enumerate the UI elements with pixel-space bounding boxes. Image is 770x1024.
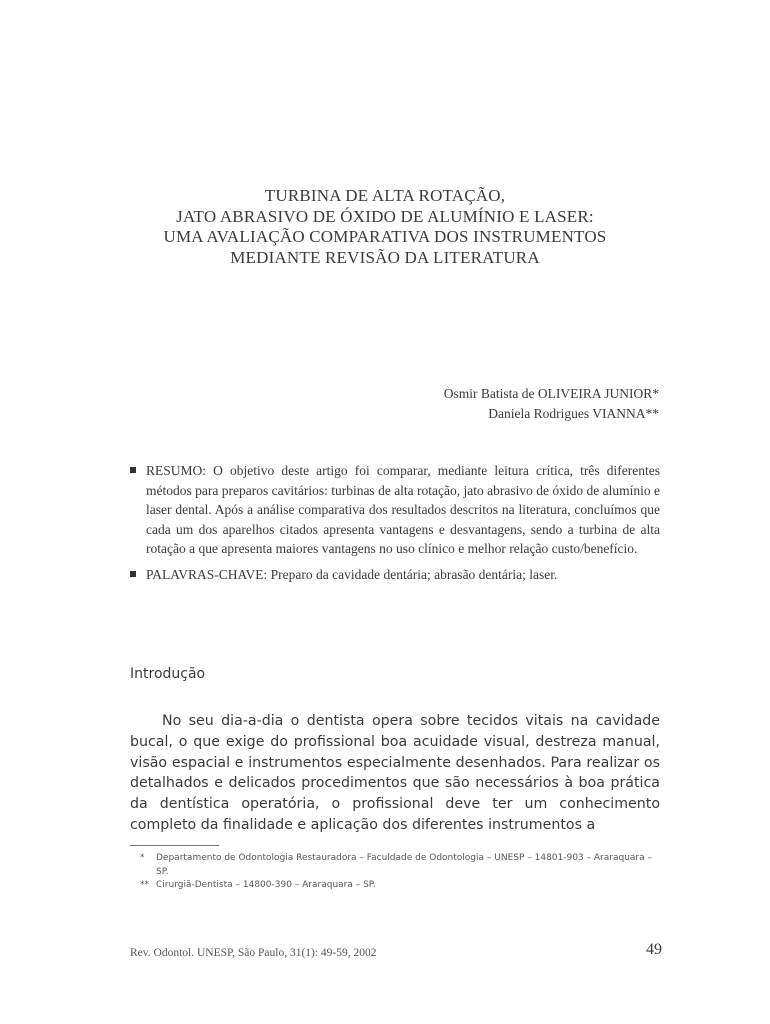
title-line-1: TURBINA DE ALTA ROTAÇÃO,	[264, 186, 506, 205]
footnotes	[140, 852, 660, 893]
author-2: Daniela Rodrigues VIANNA**	[488, 406, 659, 421]
abstract-block	[130, 461, 660, 585]
body-paragraph: No seu dia-a-dia o dentista opera sobre tecidos vitais na cavidade bucal, o que exige do profissional boa acuidade visual, destreza manual, visão espacial e instrumentos especialmente desenhados. Para realizar os detalhados e delicados procedimentos que são necessários à boa prática da dentística operatória, o profissional deve ter um conhecimento completo da finalidade e aplicação dos diferentes instrumentos a	[130, 713, 660, 833]
section-heading-introducao: Introdução	[130, 666, 206, 682]
footnote-mark: **	[140, 880, 149, 890]
footnote-2	[140, 879, 660, 893]
footnote-divider	[130, 845, 219, 846]
footnote-text: Departamento de Odontologia Restauradora – Faculdade de Odontologia – UNESP – 14801-903 – Araraquara – SP.	[156, 853, 652, 877]
resumo-text: RESUMO: O objetivo deste artigo foi comparar, mediante leitura crítica, três diferentes métodos para preparos cavitários: turbinas de alta rotação, jato abrasivo de óxido de alumínio e laser dental. Após a análise comparativa dos resultados descritos na literatura, concluímos que cada um dos aparelhos citados apresenta vantagens e desvantagens, sendo a turbina de alta rotação a que apresenta maiores vantagens no uso clínico e melhor relação custo/benefício.	[146, 463, 660, 557]
footnote-1	[140, 852, 660, 879]
abstract-resumo	[130, 461, 660, 559]
title-line-4: MEDIANTE REVISÃO DA LITERATURA	[230, 247, 540, 267]
page-number: 49	[646, 941, 662, 958]
article-title	[0, 186, 770, 268]
author-list	[444, 384, 659, 424]
abstract-keywords	[130, 565, 660, 585]
author-1: Osmir Batista de OLIVEIRA JUNIOR*	[443, 386, 659, 401]
footnote-text: Cirurgiã-Dentista – 14800-390 – Araraquara – SP.	[156, 880, 376, 890]
square-bullet-icon	[130, 571, 136, 577]
keywords-text: PALAVRAS-CHAVE: Preparo da cavidade dentária; abrasão dentária; laser.	[146, 566, 558, 582]
title-line-3: UMA AVALIAÇÃO COMPARATIVA DOS INSTRUMENTOS	[163, 227, 607, 246]
title-line-2: JATO ABRASIVO DE ÓXIDO DE ALUMÍNIO E LASER:	[176, 206, 594, 226]
square-bullet-icon	[130, 467, 136, 473]
footnote-mark: *	[140, 853, 145, 863]
running-footer: Rev. Odontol. UNESP, São Paulo, 31(1): 49-59, 2002	[130, 947, 377, 959]
